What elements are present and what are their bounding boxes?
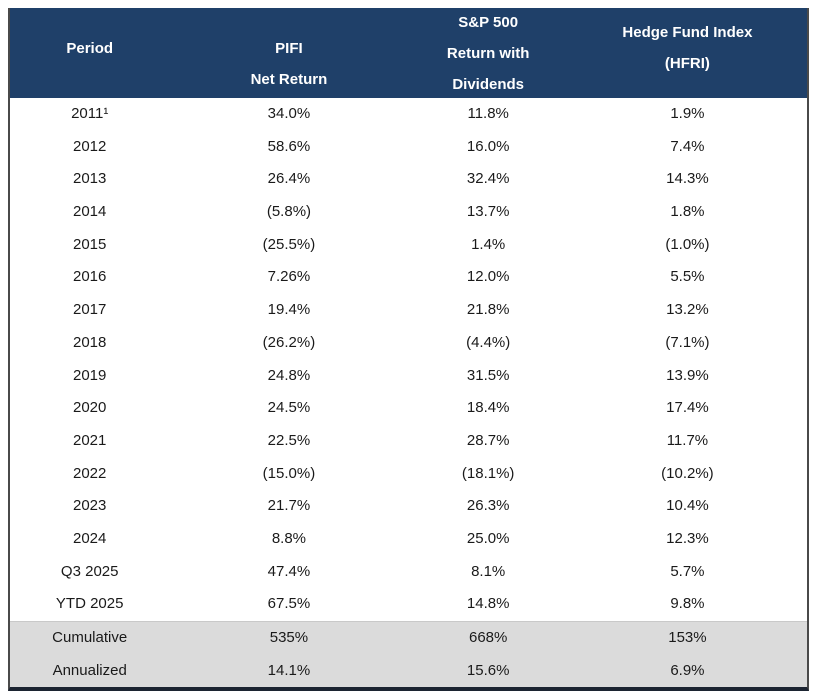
table-row xyxy=(10,98,807,131)
cell-period: 2021 xyxy=(73,431,107,449)
cell-period: 2011¹ xyxy=(71,105,109,122)
col-header-period xyxy=(10,8,169,98)
cell-period: Cumulative xyxy=(52,629,128,646)
table-body xyxy=(10,98,807,687)
col-header-pifi-net-return xyxy=(169,8,408,98)
cell-pifi: 24.8% xyxy=(267,366,311,384)
cell-sp500: 25.0% xyxy=(466,529,510,547)
cell-pifi: 14.1% xyxy=(267,661,311,679)
cell-hfri: 13.9% xyxy=(666,366,709,384)
table-row xyxy=(10,360,807,393)
cell-period: 2019 xyxy=(73,366,107,384)
cell-pifi: 7.26% xyxy=(267,268,311,286)
cell-pifi: 8.8% xyxy=(271,529,307,547)
cell-hfri: 7.4% xyxy=(670,137,705,155)
table-row xyxy=(10,131,807,164)
table-row xyxy=(10,523,807,556)
cell-hfri: 13.2% xyxy=(666,301,709,319)
table-row xyxy=(10,294,807,327)
header-line-group xyxy=(622,17,752,79)
cell-sp500: 18.4% xyxy=(466,399,510,417)
cell-period: YTD 2025 xyxy=(55,595,124,613)
cell-hfri: 153% xyxy=(668,629,707,646)
cell-period: 2020 xyxy=(73,399,107,417)
header-line: Dividends xyxy=(452,75,525,93)
cell-sp500: 12.0% xyxy=(466,268,510,286)
cell-sp500: 26.3% xyxy=(466,497,510,515)
cell-period: Annualized xyxy=(52,661,127,679)
cell-hfri: (10.2%) xyxy=(661,464,714,482)
cell-sp500: 28.7% xyxy=(466,431,510,449)
table-row xyxy=(10,425,807,458)
header-line: S&P 500 xyxy=(458,13,519,31)
table-row xyxy=(10,490,807,523)
cell-pifi: 67.5% xyxy=(267,595,311,613)
header-line: Period xyxy=(66,39,114,57)
summary-row xyxy=(10,655,807,688)
cell-hfri: (7.1%) xyxy=(665,333,710,351)
cell-sp500: 16.0% xyxy=(466,137,510,155)
table-header-row xyxy=(10,8,807,98)
cell-period: 2018 xyxy=(73,333,107,351)
cell-period: 2015 xyxy=(73,235,107,253)
cell-sp500: 668% xyxy=(468,629,508,646)
col-header-sp500-return xyxy=(408,8,567,98)
cell-pifi: 19.4% xyxy=(267,301,311,319)
cell-sp500: 13.7% xyxy=(466,203,510,221)
cell-period: 2024 xyxy=(73,529,107,547)
header-line: Net Return xyxy=(250,71,328,88)
header-line: (HFRI) xyxy=(664,55,710,72)
cell-period: 2017 xyxy=(73,301,107,319)
cell-hfri: 1.9% xyxy=(670,105,705,122)
cell-period: Q3 2025 xyxy=(60,562,119,580)
cell-hfri: 11.7% xyxy=(666,431,709,449)
table-row xyxy=(10,327,807,360)
cell-sp500: 15.6% xyxy=(466,661,510,679)
summary-row xyxy=(10,621,807,655)
cell-hfri: 17.4% xyxy=(666,399,709,417)
cell-sp500: 1.4% xyxy=(471,235,506,253)
cell-pifi: (26.2%) xyxy=(262,333,316,351)
cell-sp500: 21.8% xyxy=(466,301,510,319)
table-row xyxy=(10,261,807,294)
cell-period: 2014 xyxy=(73,203,107,221)
cell-sp500: 14.8% xyxy=(466,595,510,613)
cell-pifi: (15.0%) xyxy=(262,464,316,482)
table-row xyxy=(10,588,807,621)
cell-hfri: (1.0%) xyxy=(665,235,710,253)
cell-sp500: (18.1%) xyxy=(461,464,515,482)
cell-period: 2016 xyxy=(73,268,107,286)
cell-pifi: 24.5% xyxy=(267,399,311,417)
cell-pifi: 47.4% xyxy=(267,562,311,580)
header-line: Return with xyxy=(446,44,530,62)
cell-hfri: 14.3% xyxy=(666,170,709,188)
cell-pifi: (25.5%) xyxy=(262,235,316,253)
cell-sp500: 8.1% xyxy=(471,562,506,580)
cell-hfri: 10.4% xyxy=(666,497,709,515)
cell-hfri: 6.9% xyxy=(670,661,705,679)
cell-sp500: 11.8% xyxy=(467,105,509,122)
header-line: Hedge Fund Index xyxy=(622,24,753,41)
cell-period: 2023 xyxy=(73,497,107,515)
table-row xyxy=(10,556,807,589)
cell-hfri: 5.7% xyxy=(670,562,705,580)
returns-table xyxy=(8,8,809,691)
table-row xyxy=(10,392,807,425)
cell-pifi: 34.0% xyxy=(267,105,311,122)
cell-sp500: 31.5% xyxy=(466,366,510,384)
cell-period: 2012 xyxy=(73,137,107,155)
cell-pifi: 21.7% xyxy=(267,497,311,515)
table-row xyxy=(10,458,807,491)
table-row xyxy=(10,229,807,262)
cell-hfri: 12.3% xyxy=(666,529,709,547)
cell-pifi: 58.6% xyxy=(267,137,311,155)
header-line: PIFI xyxy=(275,40,303,57)
cell-sp500: (4.4%) xyxy=(466,333,511,351)
cell-period: 2013 xyxy=(73,170,107,188)
table-row xyxy=(10,196,807,229)
cell-pifi: 535% xyxy=(269,629,309,646)
cell-pifi: (5.8%) xyxy=(266,203,312,221)
cell-pifi: 26.4% xyxy=(267,170,311,188)
cell-hfri: 1.8% xyxy=(670,203,705,221)
cell-hfri: 9.8% xyxy=(670,595,705,613)
cell-period: 2022 xyxy=(73,464,107,482)
cell-pifi: 22.5% xyxy=(267,431,311,449)
col-header-hedge-fund-index xyxy=(568,8,807,98)
table-row xyxy=(10,163,807,196)
cell-sp500: 32.4% xyxy=(466,170,510,188)
cell-hfri: 5.5% xyxy=(670,268,705,286)
